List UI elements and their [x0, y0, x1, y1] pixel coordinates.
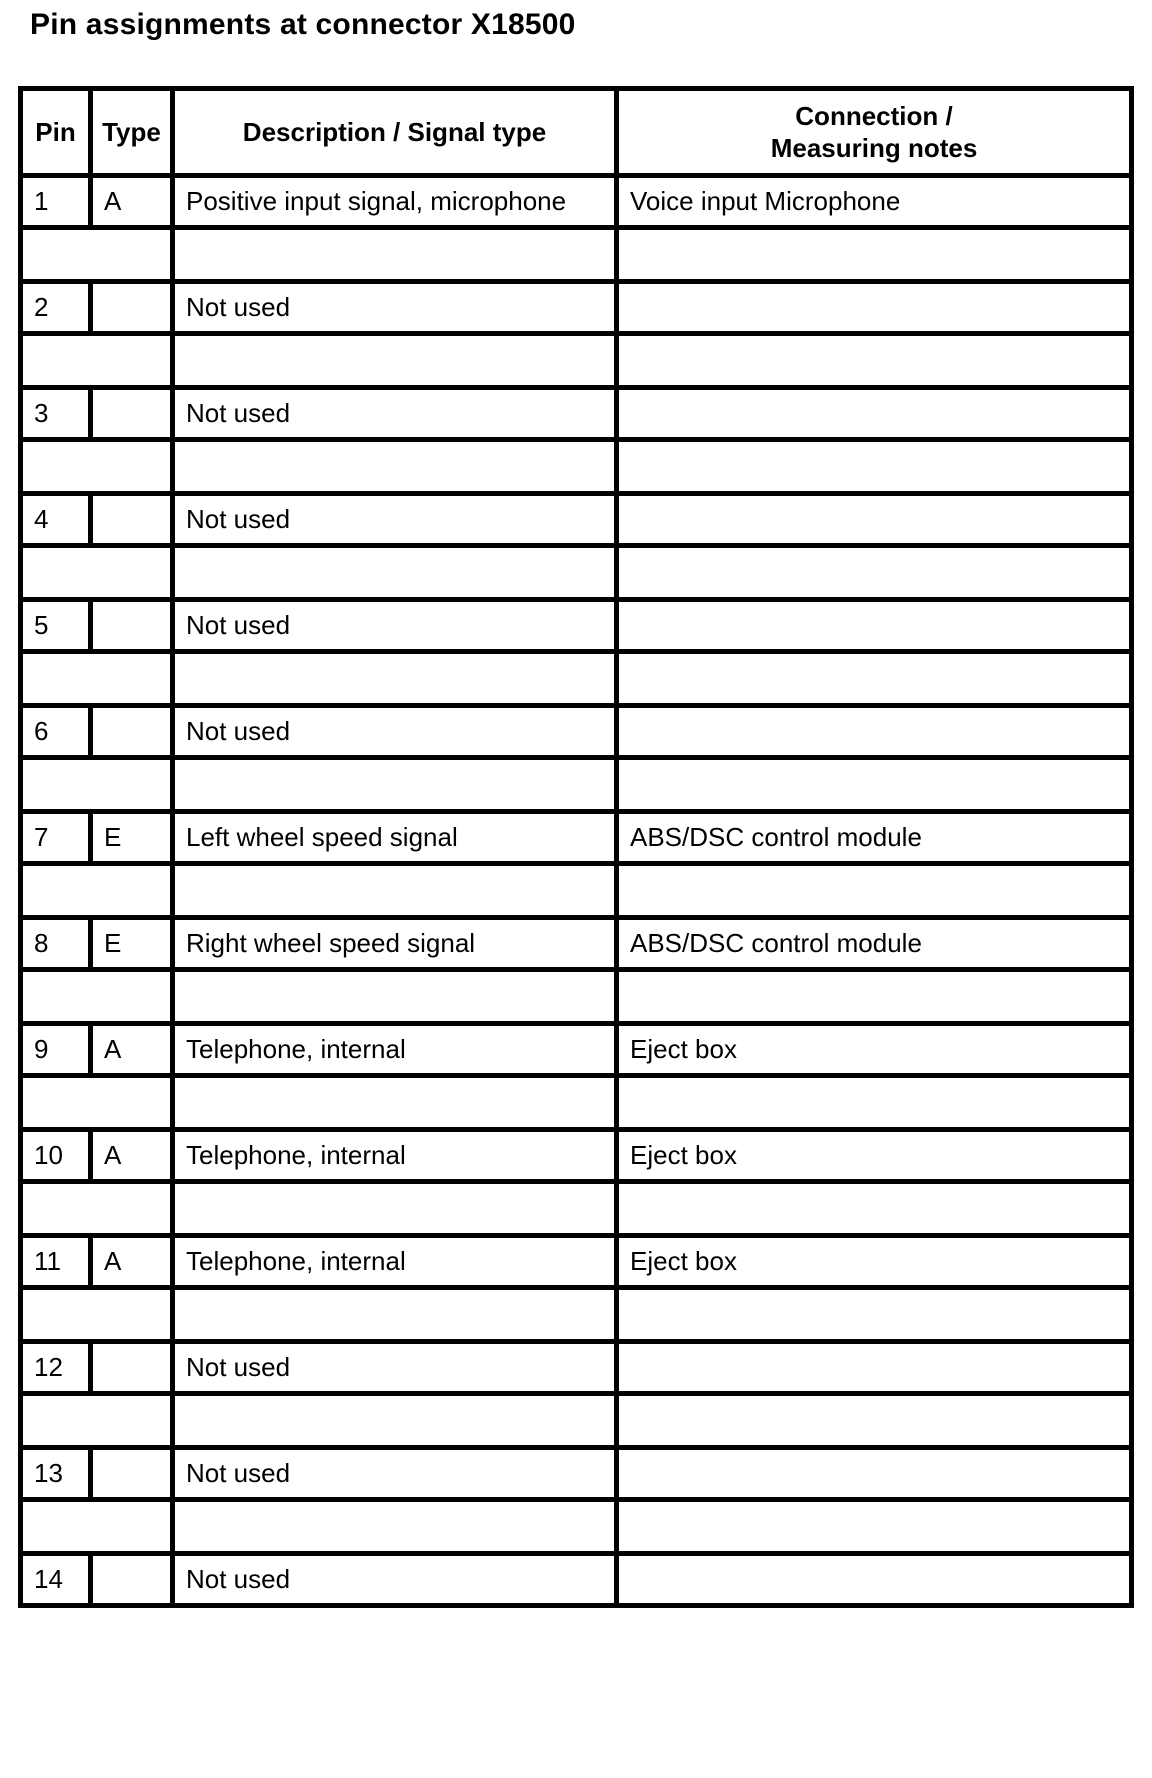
pin-assignment-table — [18, 86, 1134, 1608]
table-row — [21, 1342, 1132, 1394]
spacer-row — [21, 440, 1132, 494]
description-cell: Telephone, internal — [173, 1236, 617, 1288]
description-cell: Not used — [173, 1554, 617, 1606]
description-cell: Not used — [173, 282, 617, 334]
pin-cell: 1 — [21, 176, 91, 228]
spacer-row — [21, 1394, 1132, 1448]
description-cell: Telephone, internal — [173, 1024, 617, 1076]
description-cell: Not used — [173, 706, 617, 758]
type-cell: A — [91, 176, 173, 228]
table-row — [21, 706, 1132, 758]
table-row — [21, 1024, 1132, 1076]
type-cell — [91, 388, 173, 440]
table-row — [21, 1448, 1132, 1500]
table-body — [21, 176, 1132, 1606]
description-cell: Not used — [173, 600, 617, 652]
type-cell — [91, 1448, 173, 1500]
description-cell: Not used — [173, 1448, 617, 1500]
table-row — [21, 600, 1132, 652]
spacer-row — [21, 864, 1132, 918]
type-cell: E — [91, 812, 173, 864]
description-cell: Telephone, internal — [173, 1130, 617, 1182]
column-header-notes-line1: Connection / — [795, 101, 953, 131]
table-row — [21, 494, 1132, 546]
notes-cell — [617, 388, 1132, 440]
table-row — [21, 282, 1132, 334]
notes-cell: ABS/DSC control module — [617, 812, 1132, 864]
notes-cell — [617, 494, 1132, 546]
notes-cell — [617, 282, 1132, 334]
table-row — [21, 388, 1132, 440]
spacer-row — [21, 1288, 1132, 1342]
pin-cell: 6 — [21, 706, 91, 758]
spacer-row — [21, 228, 1132, 282]
pin-cell: 3 — [21, 388, 91, 440]
pin-cell: 14 — [21, 1554, 91, 1606]
description-cell: Left wheel speed signal — [173, 812, 617, 864]
type-cell — [91, 494, 173, 546]
notes-cell: Voice input Microphone — [617, 176, 1132, 228]
spacer-row — [21, 334, 1132, 388]
description-cell: Not used — [173, 388, 617, 440]
notes-cell — [617, 1342, 1132, 1394]
type-cell: E — [91, 918, 173, 970]
description-cell: Not used — [173, 494, 617, 546]
pin-cell: 8 — [21, 918, 91, 970]
table-header-row — [21, 89, 1132, 176]
type-cell: A — [91, 1024, 173, 1076]
pin-cell: 5 — [21, 600, 91, 652]
notes-cell — [617, 600, 1132, 652]
description-cell: Positive input signal, microphone — [173, 176, 617, 228]
spacer-row — [21, 652, 1132, 706]
pin-cell: 13 — [21, 1448, 91, 1500]
type-cell: A — [91, 1130, 173, 1182]
spacer-row — [21, 1076, 1132, 1130]
pin-cell: 9 — [21, 1024, 91, 1076]
type-cell — [91, 1554, 173, 1606]
column-header-notes — [617, 89, 1132, 176]
column-header-pin: Pin — [21, 89, 91, 176]
table-row — [21, 1236, 1132, 1288]
page-title: Pin assignments at connector X18500 — [30, 8, 576, 41]
table-row — [21, 176, 1132, 228]
notes-cell — [617, 706, 1132, 758]
notes-cell: Eject box — [617, 1024, 1132, 1076]
column-header-type: Type — [91, 89, 173, 176]
type-cell — [91, 706, 173, 758]
type-cell — [91, 600, 173, 652]
pin-cell: 10 — [21, 1130, 91, 1182]
spacer-row — [21, 1500, 1132, 1554]
pin-cell: 11 — [21, 1236, 91, 1288]
pin-cell: 12 — [21, 1342, 91, 1394]
notes-cell — [617, 1448, 1132, 1500]
type-cell: A — [91, 1236, 173, 1288]
table-row — [21, 918, 1132, 970]
notes-cell: ABS/DSC control module — [617, 918, 1132, 970]
pin-cell: 4 — [21, 494, 91, 546]
description-cell: Right wheel speed signal — [173, 918, 617, 970]
column-header-notes-line2: Measuring notes — [770, 133, 978, 163]
pin-cell: 7 — [21, 812, 91, 864]
spacer-row — [21, 970, 1132, 1024]
spacer-row — [21, 758, 1132, 812]
type-cell — [91, 282, 173, 334]
type-cell — [91, 1342, 173, 1394]
table-row — [21, 812, 1132, 864]
spacer-row — [21, 1182, 1132, 1236]
notes-cell: Eject box — [617, 1130, 1132, 1182]
table-row — [21, 1554, 1132, 1606]
notes-cell — [617, 1554, 1132, 1606]
description-cell: Not used — [173, 1342, 617, 1394]
spacer-row — [21, 546, 1132, 600]
column-header-description: Description / Signal type — [173, 89, 617, 176]
table-row — [21, 1130, 1132, 1182]
pin-cell: 2 — [21, 282, 91, 334]
notes-cell: Eject box — [617, 1236, 1132, 1288]
